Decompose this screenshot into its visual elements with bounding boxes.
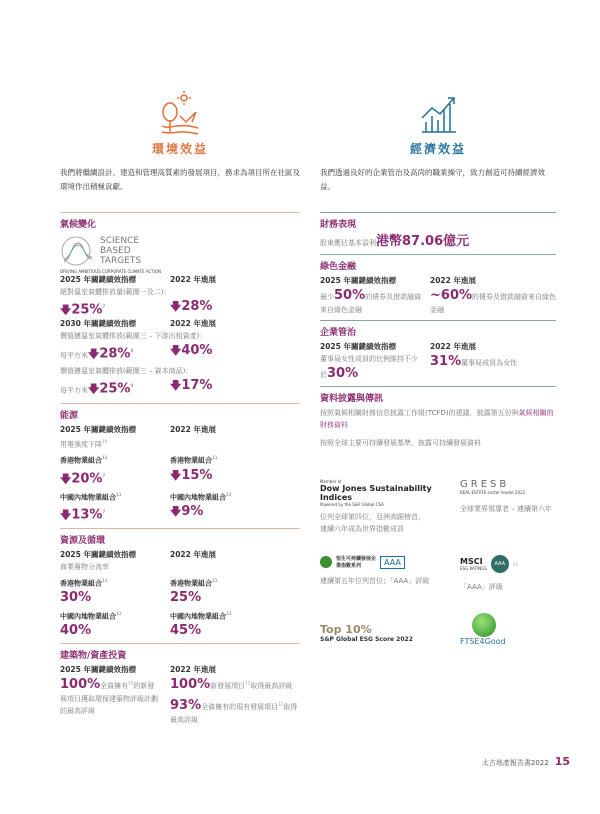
kpi-desc: 價值鏈溫室氣體排放(範圍三 – 下游出租資產)： <box>60 332 207 341</box>
progress-value: 28% <box>181 299 213 314</box>
aaa-badge: AAA <box>491 555 509 573</box>
logo-name: Dow Jones Sustainability Indices <box>320 484 432 502</box>
progress-header: 2022 年進展 <box>430 276 476 285</box>
finance-section <box>320 212 556 250</box>
kpi-header: 2025 年關鍵績效指標 <box>60 665 136 675</box>
building-section <box>60 643 300 726</box>
down-arrow-icon: 🡇 <box>60 471 72 485</box>
progress-value: 93% <box>170 698 202 714</box>
sbt-logo <box>60 233 300 269</box>
aaa-badge: AAA <box>380 556 405 569</box>
logo-text: 「AAA」評級 <box>460 583 503 591</box>
footnote: 11 <box>116 491 122 497</box>
footnote: 11 <box>102 577 108 583</box>
climate-financial-link[interactable]: 氣候相關的財務資料 <box>320 409 554 429</box>
page-number: 15 <box>554 755 570 768</box>
econ-hero <box>320 90 556 160</box>
energy-section <box>60 403 300 524</box>
progress-value: ~60% <box>430 288 473 303</box>
down-arrow-icon: 🡇 <box>170 300 182 313</box>
down-arrow-icon: 🡇 <box>60 303 72 317</box>
down-arrow-icon: 🡇 <box>88 347 100 361</box>
progress-desc: 全資擁有的現有發展項目 <box>201 703 279 712</box>
economic-column <box>320 90 556 646</box>
kpi-header: 2025 年關鍵績效指標 <box>320 276 396 285</box>
env-intro: 我們將繼續設計、建造和管理高質素的發展項目，務求為項目所在社區及環境作出積極貢獻。 <box>60 168 300 191</box>
econ-intro: 我們透過良好的企業管治及高尚的職業操守，致力創造可持續經濟效益。 <box>320 168 545 191</box>
footnote: 7 <box>102 509 106 515</box>
portfolio-label: 香港物業組合 <box>170 578 212 587</box>
progress-header: 2022 年進展 <box>170 665 216 675</box>
footnote: 11 <box>116 610 122 616</box>
progress-value: 9% <box>181 504 204 520</box>
footnote: 11 <box>226 610 232 616</box>
resource-title: 資源及循環 <box>60 535 106 546</box>
kpi-header: 2025 年關鍵績效指標 <box>320 342 396 351</box>
footnote: 12 <box>128 680 134 686</box>
down-arrow-icon: 🡇 <box>170 344 182 358</box>
kpi-header: 2025 年關鍵績效指標 <box>60 275 136 284</box>
footnote: 10 <box>102 438 108 444</box>
unit: 每平方米 <box>60 385 88 394</box>
progress-header: 2022 年進展 <box>430 342 476 351</box>
environmental-column <box>60 90 300 726</box>
progress-value: 25% <box>170 589 202 605</box>
footnote: 11 <box>212 577 218 583</box>
djsi-logo <box>320 479 460 535</box>
logo-name: MSCI <box>460 557 483 566</box>
ftse4good-logo <box>460 613 560 646</box>
progress-desc: 新發展項目 <box>210 682 246 691</box>
footnote: 11 <box>212 455 218 461</box>
econ-title: 經濟效益 <box>409 142 466 156</box>
progress-value: 31% <box>430 354 462 369</box>
climate-section <box>60 212 300 399</box>
portfolio-label: 中國內地物業組合 <box>170 612 226 621</box>
report-name: 太古地產報告書2022 <box>481 759 549 767</box>
kpi-value: 50% <box>334 288 366 303</box>
logo-name: FTSE4Good <box>460 637 506 646</box>
env-hero <box>60 90 300 160</box>
logo-text: 位列全球第四位，亞洲高踞榜首，連續六年成為世界指數成員 <box>320 513 425 533</box>
kpi-desc: 的新發展項目獲取環保建築物評級計劃的最高評級 <box>60 682 158 716</box>
gresb-logo <box>460 479 560 535</box>
progress-header: 2022 年進展 <box>170 424 216 434</box>
green-finance-section <box>320 254 556 316</box>
globe-icon <box>472 613 496 637</box>
disclosure-section <box>320 386 556 449</box>
unit: 每平方米 <box>60 351 88 360</box>
kpi-desc: 董事局女性成員的比例維持不少於 <box>320 355 418 379</box>
kpi-value: 30% <box>327 366 359 381</box>
energy-title: 能源 <box>60 410 79 421</box>
kpi-desc: 用電強度下降 <box>60 440 102 449</box>
resource-section <box>60 528 300 640</box>
kpi-value: 30% <box>60 589 92 605</box>
footnote: 12 <box>245 680 251 686</box>
kpi-desc: 最少 <box>320 293 334 301</box>
sbt-tagline: DRIVING AMBITIOUS CORPORATE CLIMATE ACTION <box>60 269 162 274</box>
portfolio-label: 香港物業組合 <box>60 456 102 465</box>
disc-text: 按照氣候相關財務信息披露工作組(TCFD)的建議，披露第五份與 <box>320 409 519 417</box>
disc-text: 按照全球主要可持續發展基準，披露可持續發展資料 <box>320 439 481 447</box>
sbt-line: SCIENCE <box>100 236 140 246</box>
kpi-value: 25% <box>71 302 103 318</box>
footnote: 13 <box>512 561 518 567</box>
progress-desc: 取得最高評級 <box>250 682 293 691</box>
logo-name: 恒生可持續發展企業指數系列 <box>336 556 377 569</box>
logo-text: 全球業界領導者 – 連續第六年 <box>460 505 552 513</box>
kpi-value: 13% <box>71 507 103 523</box>
footnote: 11 <box>226 491 232 497</box>
progress-value: 45% <box>170 623 202 639</box>
finance-desc: 股東應佔基本溢利 <box>320 239 376 247</box>
logo-name: GRESB <box>460 479 510 490</box>
footnote: 11 <box>102 455 108 461</box>
kpi-header: 2025 年關鍵績效指標 <box>60 424 136 434</box>
kpi-value: 28% <box>99 346 131 362</box>
building-title: 建築物/資產投資 <box>60 651 127 662</box>
kpi-header: 2025 年關鍵績效指標 <box>60 549 136 559</box>
progress-header: 2022 年進展 <box>170 319 216 329</box>
progress-value: 100% <box>170 677 211 693</box>
kpi-value: 100% <box>60 677 101 693</box>
kpi-value: 20% <box>71 470 103 486</box>
climate-title: 氣候變化 <box>60 220 97 230</box>
footnote: 9 <box>130 382 134 388</box>
kpi-desc: 價值鏈溫室氣體排放(範圍三 – 資本商品)： <box>60 366 193 375</box>
progress-header: 2022 年進展 <box>170 275 216 284</box>
down-arrow-icon: 🡇 <box>170 468 182 482</box>
profit-value: 港幣87.06億元 <box>376 234 470 249</box>
kpi-desc: 商業廢物分流率 <box>60 562 109 571</box>
down-arrow-icon: 🡇 <box>170 505 182 519</box>
nature-icon <box>158 90 202 136</box>
portfolio-label: 香港物業組合 <box>60 578 102 587</box>
kpi-desc: 絕對溫室氣體排放量(範圍一及二)： <box>60 288 171 296</box>
ratings-logos <box>320 479 556 646</box>
env-title: 環境效益 <box>151 142 208 156</box>
finance-title: 財務表現 <box>320 220 357 230</box>
logo-text: 連續第五年位列首位；「AAA」評級 <box>320 577 430 585</box>
hang-seng-logo <box>320 555 460 593</box>
logo-sub: Powered by the S&P Global CSA <box>320 502 384 507</box>
progress-desc: 董事局成員為女性 <box>461 359 518 367</box>
msci-logo <box>460 555 560 593</box>
kpi-header: 2030 年關鍵績效指標 <box>60 319 136 329</box>
progress-value: 15% <box>181 467 213 483</box>
portfolio-label: 香港物業組合 <box>170 456 212 465</box>
progress-value: 17% <box>181 377 213 393</box>
portfolio-label: 中國內地物業組合 <box>60 493 116 502</box>
down-arrow-icon: 🡇 <box>60 508 72 522</box>
logo-sub: ESG RATINGS <box>460 566 487 571</box>
page-footer <box>482 755 570 768</box>
footnote: 7 <box>102 304 106 309</box>
sbt-line: TARGETS <box>100 256 142 266</box>
logo-name: Top 10% <box>320 623 372 636</box>
progress-value: 40% <box>181 343 213 359</box>
logo-pre: Member of <box>320 479 342 484</box>
growth-chart-icon <box>416 90 460 136</box>
kpi-value: 25% <box>99 380 131 396</box>
kpi-value: 40% <box>60 623 92 639</box>
footnote: 12 <box>278 701 284 707</box>
portfolio-label: 中國內地物業組合 <box>170 493 226 502</box>
down-arrow-icon: 🡇 <box>88 381 100 395</box>
gov-title: 企業管治 <box>320 328 357 338</box>
leaf-icon <box>320 556 332 568</box>
sbt-line: BASED <box>100 246 131 256</box>
kpi-desc: 全資擁有 <box>100 682 129 691</box>
logo-sub: REAL ESTATE sector leader 2022 <box>460 490 526 495</box>
down-arrow-icon: 🡇 <box>170 378 182 392</box>
green-title: 綠色金融 <box>320 262 357 272</box>
progress-desc: 的債券及借款融資來自綠色金融 <box>430 293 557 314</box>
portfolio-label: 中國內地物業組合 <box>60 612 116 621</box>
sp-esg-logo <box>320 623 460 646</box>
footnote: 8 <box>130 348 134 354</box>
logo-sub: S&P Global ESG Score 2022 <box>320 636 413 643</box>
footnote: 7 <box>102 472 106 478</box>
progress-header: 2022 年進展 <box>170 549 216 559</box>
kpi-desc: 的債券及借款融資來自綠色金融 <box>320 293 422 314</box>
disc-title: 資料披露與傳訊 <box>320 394 384 404</box>
governance-section <box>320 320 556 382</box>
progress-desc: 取得最高評級 <box>170 703 298 725</box>
